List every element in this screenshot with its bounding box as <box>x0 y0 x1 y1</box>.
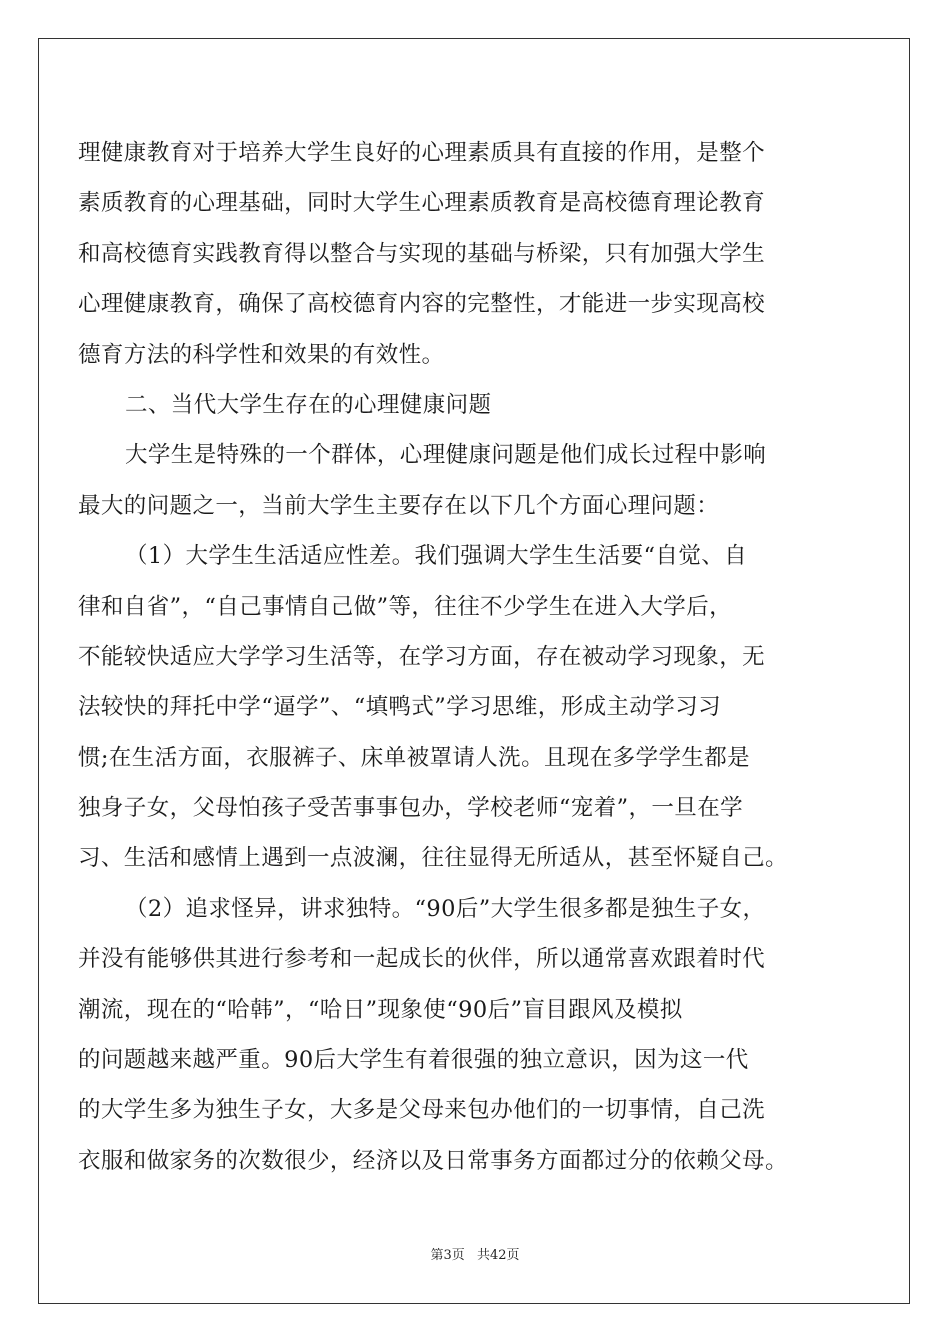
text-line: 不能较快适应大学学习生活等，在学习方面，存在被动学习现象，无 <box>78 643 766 670</box>
section-heading: 二、当代大学生存在的心理健康问题 <box>125 391 492 418</box>
document-body <box>78 128 838 1186</box>
page-footer <box>0 1244 950 1263</box>
text-line: 和高校德育实践教育得以整合与实现的基础与桥梁，只有加强大学生 <box>78 240 766 267</box>
text-line: 法较快的拜托中学“逼学”、“填鸭式”学习思维，形成主动学习习 <box>78 694 722 721</box>
text-line: 理健康教育对于培养大学生良好的心理素质具有直接的作用，是整个 <box>78 140 766 166</box>
text-line: 律和自省”，“自己事情自己做”等，往往不少学生在进入大学后， <box>78 593 733 620</box>
text-line: 衣服和做家务的次数很少，经济以及日常事务方面都过分的依赖父母。 <box>78 1147 788 1174</box>
text-line: 独身子女，父母怕孩子受苦事事包办，学校老师“宠着”，一旦在学 <box>78 795 744 822</box>
paragraph-start: （1）大学生生活适应性差。我们强调大学生生活要“自觉、自 <box>125 543 748 570</box>
text-line: 素质教育的心理基础，同时大学生心理素质教育是高校德育理论教育 <box>78 190 766 217</box>
text-line: 并没有能够供其进行参考和一起成长的伙伴，所以通常喜欢跟着时代 <box>78 946 766 973</box>
text-line: 的大学生多为独生子女，大多是父母来包办他们的一切事情，自己洗 <box>78 1097 766 1124</box>
text-line: 德育方法的科学性和效果的有效性。 <box>78 341 445 368</box>
total-pages: 共42页 <box>476 1248 520 1263</box>
text-line: 潮流，现在的“哈韩”，“哈日”现象使“90后”盲目跟风及模拟 <box>78 996 683 1023</box>
text-line: 惯;在生活方面，衣服裤子、床单被罩请人洗。且现在多学学生都是 <box>78 744 751 771</box>
text-line: 最大的问题之一，当前大学生主要存在以下几个方面心理问题： <box>78 492 720 519</box>
text-line: 心理健康教育，确保了高校德育内容的完整性，才能进一步实现高校 <box>78 291 766 318</box>
text-line: 的问题越来越严重。90后大学生有着很强的独立意识，因为这一代 <box>78 1047 749 1074</box>
paragraph-start: （2）追求怪异，讲求独特。“90后”大学生很多都是独生子女， <box>125 895 766 922</box>
paragraph-start: 大学生是特殊的一个群体，心理健康问题是他们成长过程中影响 <box>125 442 767 469</box>
text-line: 习、生活和感情上遇到一点波澜，往往显得无所适从，甚至怀疑自己。 <box>78 845 788 872</box>
page-number: 第3页 <box>430 1248 465 1263</box>
